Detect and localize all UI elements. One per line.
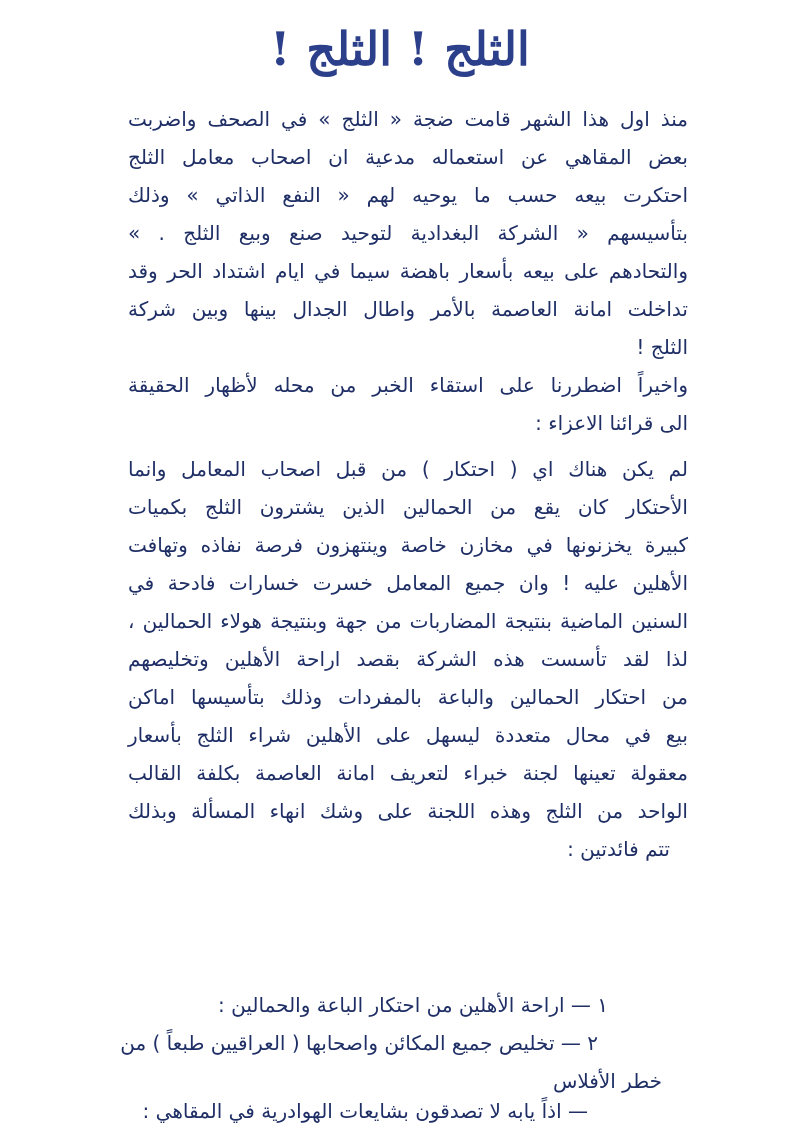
text-line: بيع في محال متعددة ليسهل على الأهلين شراء الثلج بأسعار bbox=[128, 723, 688, 747]
text-line: الثلج ! bbox=[636, 335, 688, 359]
text-line: والتحادهم على بيعه بأسعار باهضة سيما في ايام اشتداد الحر وقد bbox=[128, 259, 688, 283]
text-line: الى قرائنا الاعزاء : bbox=[535, 411, 688, 435]
text-line: بتأسيسهم « الشركة البغدادية لتوحيد صنع وبيع الثلج . » bbox=[128, 221, 688, 245]
text-line: كبيرة يخزنونها في مخازن خاصة وينتهزون فرصة نفاذه وتهافت bbox=[128, 533, 688, 557]
text-line: السنين الماضية بنتيجة المضاربات من جهة وبنتيجة هولاء الحمالين ، bbox=[128, 609, 688, 633]
numbered-list bbox=[118, 986, 678, 1100]
text-line: معقولة تعينها لجنة خبراء لتعريف امانة العاصمة بكلفة القالب bbox=[128, 761, 688, 785]
text-line: من احتكار الحمالين والباعة بالمفردات وذلك بتأسيسها اماكن bbox=[128, 685, 688, 709]
text-line: لم يكن هناك اي ( احتكار ) من قبل اصحاب المعامل وانما bbox=[128, 457, 688, 481]
text-line: تداخلت امانة العاصمة بالأمر واطال الجدال بينها وبين شركة bbox=[128, 297, 688, 321]
closing-note bbox=[118, 1092, 678, 1130]
text-line: منذ اول هذا الشهر قامت ضجة « الثلج » في الصحف واضربت bbox=[128, 107, 688, 131]
text-line: احتكرت بيعه حسب ما يوحيه لهم « النفع الذاتي » وذلك bbox=[128, 183, 688, 207]
closing-line: — اذاً يابه لا تصدقون بشايعات الهوادرية في المقاهي : bbox=[142, 1099, 588, 1123]
list-item: خطر الأفلاس bbox=[552, 1069, 662, 1093]
article-body bbox=[128, 100, 688, 868]
list-item: ٢ — تخليص جميع المكائن واصحابها ( العراقيين طبعاً ) من bbox=[120, 1031, 598, 1055]
text-line: الأحتكار كان يقع من الحمالين الذين يشترون الثلج بكميات bbox=[128, 495, 688, 519]
text-line: لذا لقد تأسست هذه الشركة بقصد اراحة الأهلين وتخليصهم bbox=[128, 647, 688, 671]
text-line: تتم فائدتين : bbox=[567, 837, 670, 861]
text-line: الأهلين عليه ! وان جميع المعامل خسرت خسارات فادحة في bbox=[128, 571, 688, 595]
list-item: ١ — اراحة الأهلين من احتكار الباعة والحمالين : bbox=[218, 993, 608, 1017]
article-title: الثلج ! الثلج ! bbox=[270, 22, 530, 76]
text-line: واخيراً اضطررنا على استقاء الخبر من محله لأظهار الحقيقة bbox=[128, 373, 688, 397]
text-line: الواحد من الثلج وهذه اللجنة على وشك انهاء المسألة وبذلك bbox=[128, 799, 688, 823]
text-line: بعض المقاهي عن استعماله مدعية ان اصحاب معامل الثلج bbox=[128, 145, 688, 169]
